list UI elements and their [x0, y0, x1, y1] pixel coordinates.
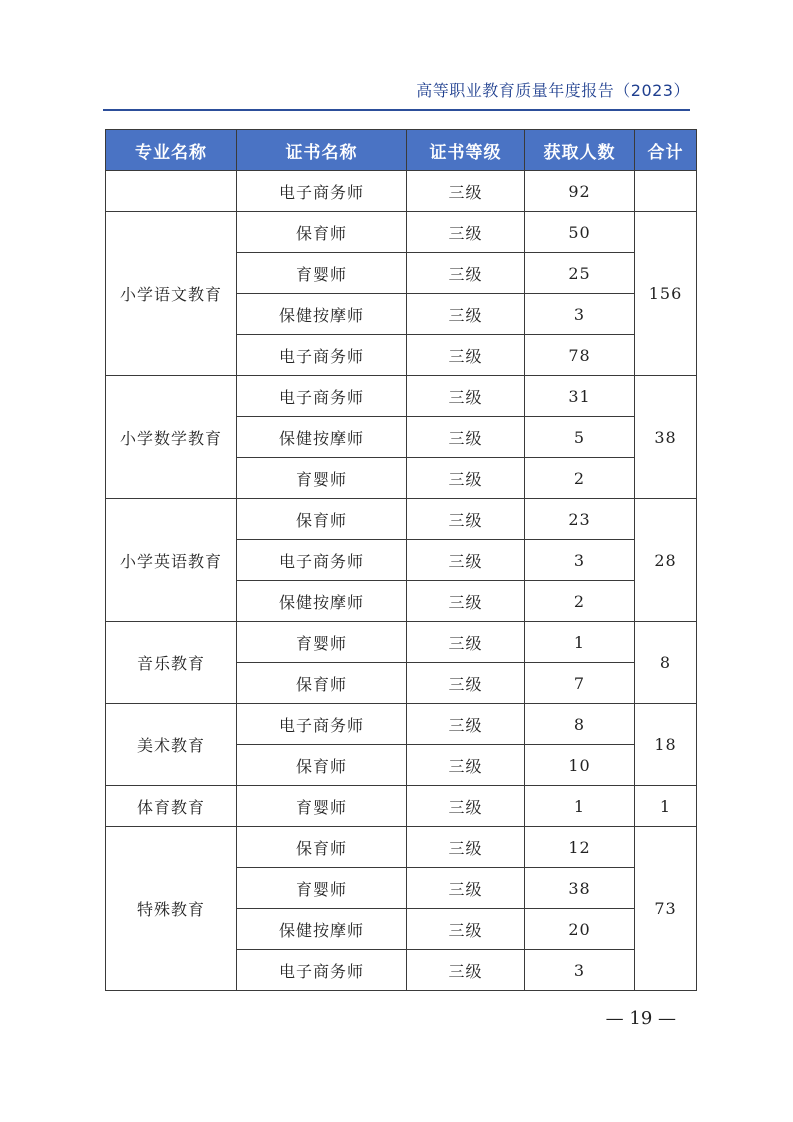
certificate-level-cell: 三级: [407, 335, 525, 376]
certificate-table: [105, 129, 697, 991]
header-rule: [103, 109, 690, 111]
recipient-count-cell: 2: [525, 581, 635, 622]
table-row: [106, 786, 697, 827]
certificate-name-cell: 保健按摩师: [237, 294, 407, 335]
table-row: [106, 704, 697, 745]
major-name-cell: 小学语文教育: [106, 212, 237, 376]
table-header-row: [106, 130, 697, 171]
certificate-name-cell: 保育师: [237, 499, 407, 540]
certificate-level-cell: 三级: [407, 417, 525, 458]
recipient-count-cell: 7: [525, 663, 635, 704]
recipient-count-cell: 78: [525, 335, 635, 376]
table-row: [106, 622, 697, 663]
certificate-level-cell: 三级: [407, 622, 525, 663]
certificate-name-cell: 电子商务师: [237, 704, 407, 745]
major-name-cell: 音乐教育: [106, 622, 237, 704]
table-row: [106, 499, 697, 540]
recipient-count-cell: 3: [525, 950, 635, 991]
certificate-level-cell: 三级: [407, 581, 525, 622]
certificate-level-cell: 三级: [407, 704, 525, 745]
recipient-count-cell: 38: [525, 868, 635, 909]
certificate-name-cell: 电子商务师: [237, 335, 407, 376]
certificate-name-cell: 电子商务师: [237, 950, 407, 991]
certificate-level-cell: 三级: [407, 376, 525, 417]
certificate-name-cell: 电子商务师: [237, 171, 407, 212]
major-name-cell: [106, 171, 237, 212]
certificate-level-cell: 三级: [407, 663, 525, 704]
table-row: [106, 171, 697, 212]
table-row: [106, 212, 697, 253]
certificate-name-cell: 育婴师: [237, 786, 407, 827]
major-name-cell: 美术教育: [106, 704, 237, 786]
certificate-name-cell: 育婴师: [237, 458, 407, 499]
certificate-name-cell: 育婴师: [237, 868, 407, 909]
recipient-count-cell: 23: [525, 499, 635, 540]
major-name-cell: 特殊教育: [106, 827, 237, 991]
certificate-level-cell: 三级: [407, 499, 525, 540]
major-name-cell: 小学数学教育: [106, 376, 237, 499]
table-body: [106, 171, 697, 991]
major-name-cell: 体育教育: [106, 786, 237, 827]
column-header-level: 证书等级: [407, 130, 525, 171]
certificate-level-cell: 三级: [407, 540, 525, 581]
total-cell: 8: [635, 622, 697, 704]
certificate-level-cell: 三级: [407, 827, 525, 868]
total-cell: 38: [635, 376, 697, 499]
column-header-total: 合计: [635, 130, 697, 171]
report-running-header: 高等职业教育质量年度报告（2023）: [416, 81, 690, 100]
certificate-name-cell: 保健按摩师: [237, 581, 407, 622]
total-cell: 1: [635, 786, 697, 827]
page-number: — 19 —: [605, 1008, 676, 1029]
certificate-level-cell: 三级: [407, 909, 525, 950]
recipient-count-cell: 50: [525, 212, 635, 253]
certificate-level-cell: 三级: [407, 294, 525, 335]
major-name-cell: 小学英语教育: [106, 499, 237, 622]
recipient-count-cell: 25: [525, 253, 635, 294]
recipient-count-cell: 31: [525, 376, 635, 417]
certificate-level-cell: 三级: [407, 745, 525, 786]
recipient-count-cell: 10: [525, 745, 635, 786]
recipient-count-cell: 1: [525, 786, 635, 827]
recipient-count-cell: 1: [525, 622, 635, 663]
certificate-level-cell: 三级: [407, 253, 525, 294]
certificate-name-cell: 保育师: [237, 827, 407, 868]
certificate-level-cell: 三级: [407, 212, 525, 253]
recipient-count-cell: 20: [525, 909, 635, 950]
certificate-name-cell: 育婴师: [237, 622, 407, 663]
certificate-level-cell: 三级: [407, 786, 525, 827]
total-cell: [635, 171, 697, 212]
certificate-name-cell: 电子商务师: [237, 376, 407, 417]
certificate-name-cell: 保健按摩师: [237, 417, 407, 458]
total-cell: 18: [635, 704, 697, 786]
certificate-name-cell: 保育师: [237, 745, 407, 786]
recipient-count-cell: 3: [525, 540, 635, 581]
certificate-level-cell: 三级: [407, 950, 525, 991]
table-row: [106, 827, 697, 868]
column-header-count: 获取人数: [525, 130, 635, 171]
certificate-name-cell: 保育师: [237, 663, 407, 704]
table-row: [106, 376, 697, 417]
certificate-name-cell: 保育师: [237, 212, 407, 253]
total-cell: 73: [635, 827, 697, 991]
certificate-name-cell: 育婴师: [237, 253, 407, 294]
certificate-level-cell: 三级: [407, 868, 525, 909]
column-header-certificate: 证书名称: [237, 130, 407, 171]
recipient-count-cell: 12: [525, 827, 635, 868]
recipient-count-cell: 5: [525, 417, 635, 458]
column-header-major: 专业名称: [106, 130, 237, 171]
total-cell: 28: [635, 499, 697, 622]
recipient-count-cell: 3: [525, 294, 635, 335]
certificate-level-cell: 三级: [407, 171, 525, 212]
certificate-level-cell: 三级: [407, 458, 525, 499]
certificate-name-cell: 电子商务师: [237, 540, 407, 581]
certificate-name-cell: 保健按摩师: [237, 909, 407, 950]
recipient-count-cell: 2: [525, 458, 635, 499]
recipient-count-cell: 92: [525, 171, 635, 212]
total-cell: 156: [635, 212, 697, 376]
recipient-count-cell: 8: [525, 704, 635, 745]
